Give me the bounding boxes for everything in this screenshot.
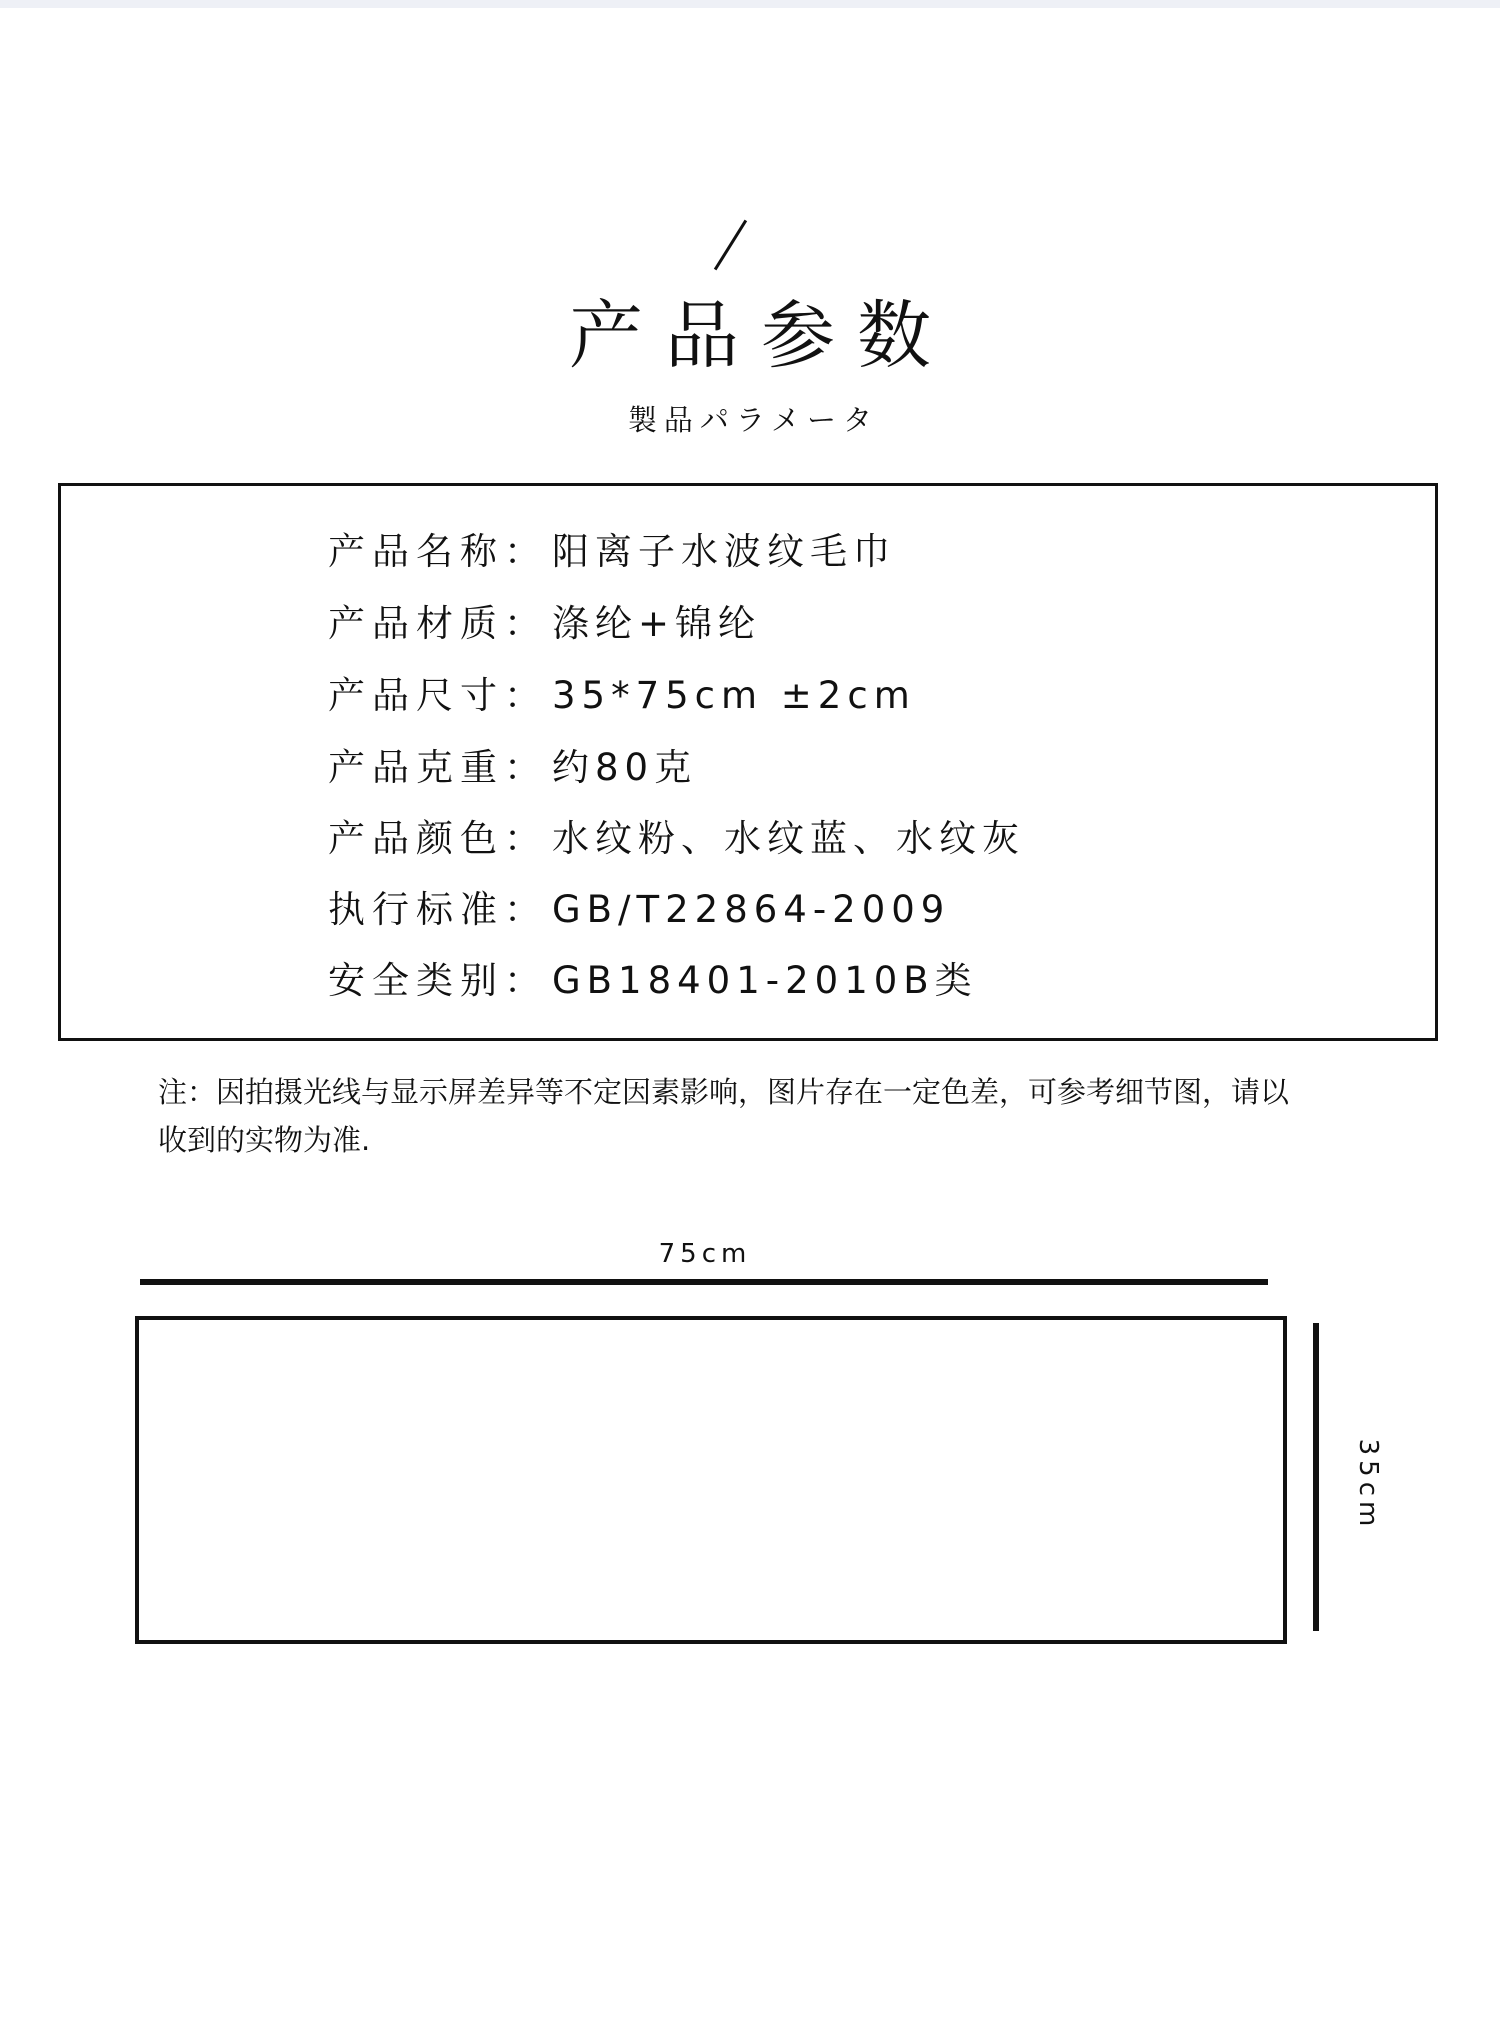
page-title: 产品参数 bbox=[569, 293, 953, 379]
param-value: GB18401-2010B类 bbox=[552, 959, 978, 1002]
param-label: 产品材质： bbox=[328, 602, 548, 645]
width-dimension-line bbox=[140, 1279, 1268, 1285]
top-strip bbox=[0, 0, 1500, 8]
param-label: 产品尺寸： bbox=[328, 674, 548, 717]
param-label: 产品名称： bbox=[328, 530, 548, 573]
param-label: 执行标准： bbox=[328, 888, 548, 931]
note-line: 收到的实物为准. bbox=[158, 1123, 371, 1157]
param-row-material bbox=[328, 596, 761, 652]
param-value: 涤纶+锦纶 bbox=[552, 602, 762, 645]
note-line: 注：因拍摄光线与显示屏差异等不定因素影响，图片存在一定色差，可参考细节图，请以 bbox=[158, 1075, 1290, 1109]
param-row-weight bbox=[328, 740, 697, 796]
param-value: 阳离子水波纹毛巾 bbox=[552, 530, 896, 573]
param-row-name bbox=[328, 524, 896, 580]
param-row-safety bbox=[328, 953, 978, 1009]
towel-outline bbox=[135, 1316, 1287, 1644]
height-dimension-label: 35cm bbox=[1353, 1438, 1383, 1532]
page-subtitle: 製品パラメータ bbox=[627, 403, 880, 437]
param-label: 安全类别： bbox=[328, 959, 548, 1002]
width-dimension-label: 75cm bbox=[658, 1239, 752, 1269]
height-dimension-line bbox=[1313, 1323, 1319, 1631]
decorative-slash bbox=[714, 220, 747, 271]
color-disclaimer-note bbox=[158, 1068, 1358, 1164]
param-value: 约80克 bbox=[552, 746, 698, 789]
param-row-standard bbox=[328, 882, 950, 938]
param-value: 35*75cm ±2cm bbox=[552, 674, 916, 717]
param-value: 水纹粉、水纹蓝、水纹灰 bbox=[552, 817, 1025, 860]
param-value: GB/T22864-2009 bbox=[552, 888, 951, 931]
param-label: 产品克重： bbox=[328, 746, 548, 789]
param-row-color bbox=[328, 811, 1025, 867]
param-row-size bbox=[328, 668, 916, 724]
param-label: 产品颜色： bbox=[328, 817, 548, 860]
